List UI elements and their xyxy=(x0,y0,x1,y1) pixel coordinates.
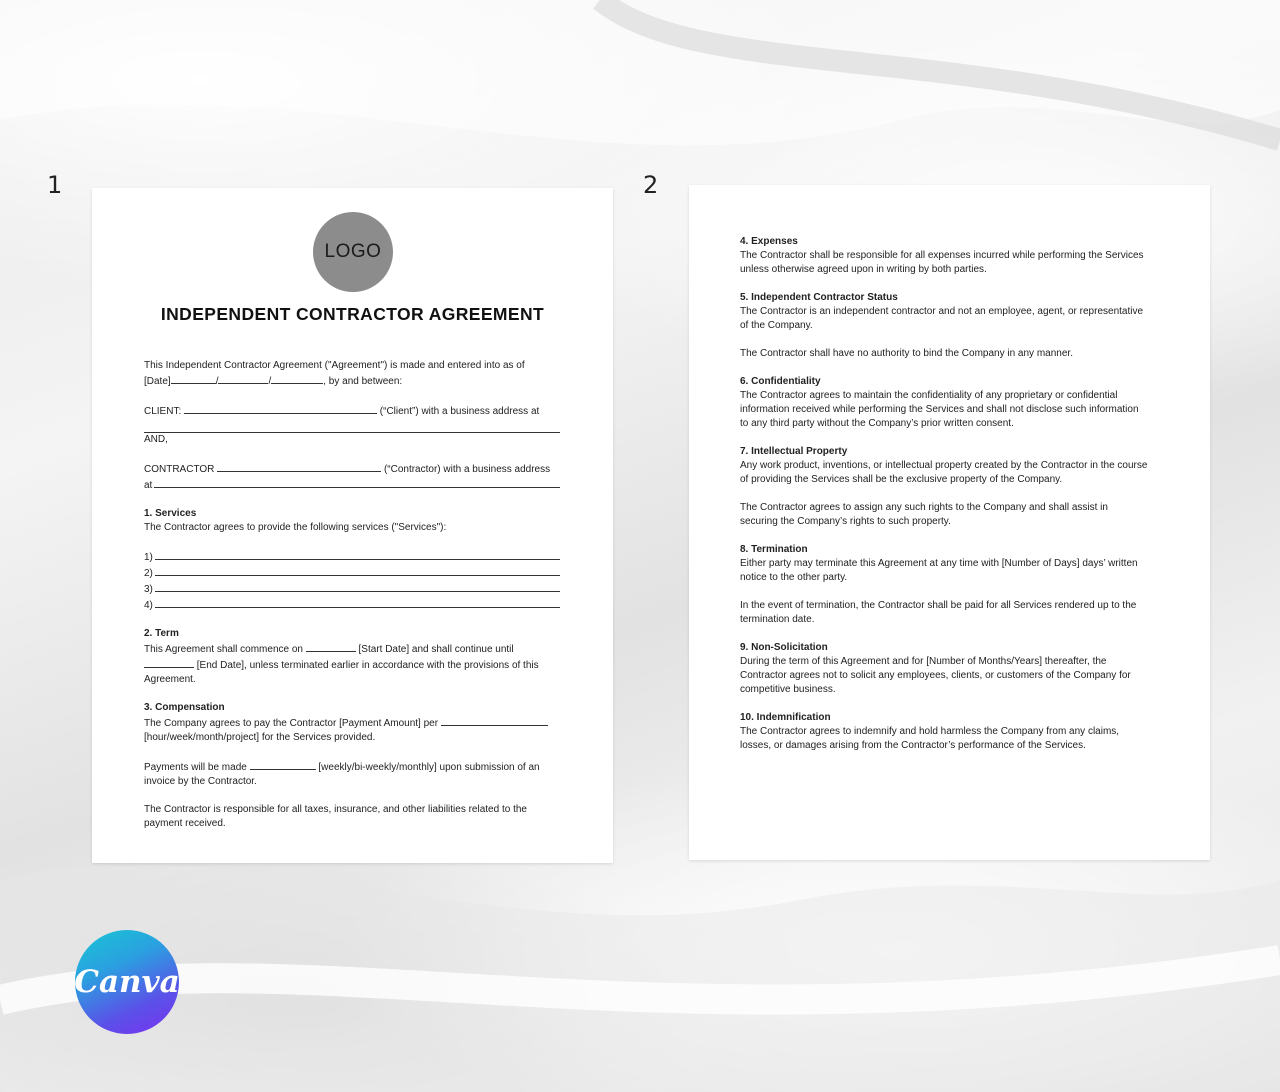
expenses-line: The Contractor shall be responsible for all expenses incurred while performing the Services xyxy=(740,250,1144,261)
logo-placeholder: LOGO xyxy=(313,212,393,292)
ip-line: Any work product, inventions, or intellectual property created by the Contractor in the course xyxy=(740,460,1148,471)
non-solicitation-line: competitive business. xyxy=(740,684,836,695)
intro-line-2: [Date] / / , by and between: xyxy=(144,373,560,389)
indemnification-heading: 10. Indemnification xyxy=(740,712,831,723)
compensation-heading: 3. Compensation xyxy=(144,702,225,713)
term-heading: 2. Term xyxy=(144,628,179,639)
expenses-heading: 4. Expenses xyxy=(740,236,798,247)
status-line: of the Company. xyxy=(740,320,813,331)
non-solicitation-heading: 9. Non-Solicitation xyxy=(740,642,828,653)
termination-line: In the event of termination, the Contractor shall be paid for all Services rendered up to the xyxy=(740,600,1137,611)
ip-line: of providing the Services shall be the exclusive property of the Company. xyxy=(740,474,1063,485)
services-heading: 1. Services xyxy=(144,508,197,519)
status-line: The Contractor is an independent contractor and not an employee, agent, or representative xyxy=(740,306,1144,317)
page-label-1: 1 xyxy=(47,171,63,199)
non-solicitation-line: During the term of this Agreement and for [Number of Months/Years] thereafter, the xyxy=(740,656,1107,667)
confidentiality-line: The Contractor agrees to maintain the confidentiality of any proprietary or confidential xyxy=(740,390,1118,401)
canva-logo-text: Canva xyxy=(74,964,180,1000)
termination-heading: 8. Termination xyxy=(740,544,808,555)
compensation-line-2: [hour/week/month/project] for the Services provided. xyxy=(144,732,376,743)
compensation-line-1: The Company agrees to pay the Contractor [Payment Amount] per xyxy=(144,715,560,731)
expenses-line: unless otherwise agreed upon in writing by both parties. xyxy=(740,264,987,275)
service-item: 4) xyxy=(144,597,560,613)
service-item: 1) xyxy=(144,549,560,565)
termination-line: Either party may terminate this Agreement at any time with [Number of Days] days’ written xyxy=(740,558,1138,569)
status-heading: 5. Independent Contractor Status xyxy=(740,292,898,303)
taxes-line-1: The Contractor is responsible for all taxes, insurance, and other liabilities related to the xyxy=(144,804,527,815)
client-line: CLIENT: (“Client”) with a business address at xyxy=(144,403,560,419)
term-line-3: Agreement. xyxy=(144,674,196,685)
indemnification-line: The Contractor agrees to indemnify and hold harmless the Company from any claims, xyxy=(740,726,1120,737)
and-text: AND, xyxy=(144,434,168,445)
term-line-1: This Agreement shall commence on [Start Date] and shall continue until xyxy=(144,641,560,657)
status-line: The Contractor shall have no authority to bind the Company in any manner. xyxy=(740,348,1073,359)
confidentiality-heading: 6. Confidentiality xyxy=(740,376,821,387)
service-item: 2) xyxy=(144,565,560,581)
intro-line-1: This Independent Contractor Agreement ("Agreement") is made and entered into as of xyxy=(144,360,525,371)
service-item: 3) xyxy=(144,581,560,597)
ip-line: The Contractor agrees to assign any such rights to the Company and shall assist in xyxy=(740,502,1108,513)
ip-line: securing the Company’s rights to such property. xyxy=(740,516,951,527)
termination-line: notice to the other party. xyxy=(740,572,848,583)
non-solicitation-line: Contractor agrees not to solicit any employees, clients, or customers of the Company for xyxy=(740,670,1131,681)
document-page-2 xyxy=(689,185,1210,860)
payments-line-1: Payments will be made [weekly/bi-weekly/monthly] upon submission of an xyxy=(144,759,560,775)
contractor-address-line: at xyxy=(144,477,560,493)
taxes-line-2: payment received. xyxy=(144,818,226,829)
document-title: INDEPENDENT CONTRACTOR AGREEMENT xyxy=(160,304,545,324)
page2-body xyxy=(740,235,1165,753)
document-page-1 xyxy=(92,188,613,863)
contractor-line: CONTRACTOR (“Contractor) with a business address xyxy=(144,461,560,477)
page-label-2: 2 xyxy=(643,171,659,199)
termination-line: termination date. xyxy=(740,614,815,625)
confidentiality-line: information received while performing the Services and shall not disclose such information xyxy=(740,404,1139,415)
confidentiality-line: to any third party without the Company’s prior written consent. xyxy=(740,418,1014,429)
ip-heading: 7. Intellectual Property xyxy=(740,446,848,457)
services-text: The Contractor agrees to provide the following services ("Services"): xyxy=(144,522,447,533)
term-line-2: [End Date], unless terminated earlier in accordance with the provisions of this xyxy=(144,657,560,673)
payments-line-2: invoice by the Contractor. xyxy=(144,776,257,787)
canva-logo-badge xyxy=(75,930,179,1034)
indemnification-line: losses, or damages arising from the Contractor’s performance of the Services. xyxy=(740,740,1086,751)
page1-body xyxy=(144,359,560,831)
client-address-line xyxy=(144,419,560,433)
